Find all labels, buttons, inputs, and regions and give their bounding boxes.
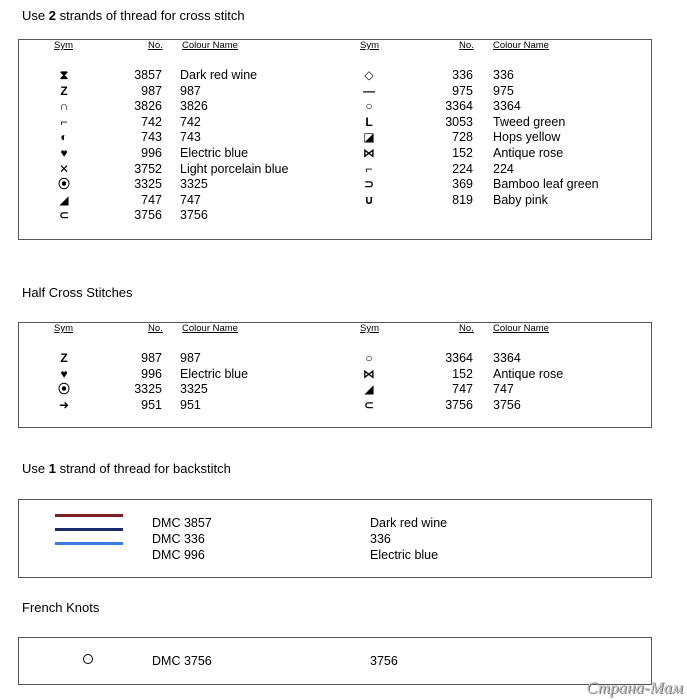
table-row	[19, 98, 649, 114]
dmc-number: 951	[141, 397, 162, 412]
colour-name: Light porcelain blue	[180, 161, 289, 176]
dmc-number: 987	[141, 351, 162, 365]
colour-name: 3325	[180, 382, 208, 397]
dmc-number: 975	[452, 83, 473, 98]
stitch-symbol-icon: Z	[60, 351, 68, 365]
table-row	[19, 161, 649, 177]
colour-name: 747	[493, 382, 514, 397]
stitch-symbol-icon: ⦿	[57, 177, 70, 192]
half-cross-heading: Half Cross Stitches	[22, 285, 133, 300]
table-row	[19, 129, 649, 145]
colour-name: Bamboo leaf green	[493, 177, 599, 192]
backstitch-key-table	[18, 499, 652, 578]
stitch-symbol-icon: ◐	[60, 130, 68, 145]
colour-name: 951	[180, 397, 201, 412]
dmc-code: DMC 3756	[152, 654, 212, 668]
colour-name: 743	[180, 130, 201, 145]
stitch-symbol-icon: ○	[365, 351, 373, 365]
table-row	[19, 114, 649, 130]
dmc-number: 152	[452, 366, 473, 381]
stitch-symbol-icon: ✕	[58, 161, 70, 176]
dmc-number: 996	[141, 366, 162, 381]
dmc-number: 3752	[134, 161, 162, 176]
backstitch-heading: Use 1 strand of thread for backstitch	[22, 461, 231, 476]
colour-name: Hops yellow	[493, 130, 561, 145]
dmc-number: 747	[141, 192, 162, 207]
backstitch-line-swatch	[55, 542, 123, 545]
dmc-number: 3756	[445, 397, 473, 412]
dmc-number: 3364	[445, 99, 473, 114]
table-row	[19, 145, 649, 161]
stitch-symbol-icon: ⌐	[365, 161, 373, 176]
table-row	[19, 83, 649, 99]
dmc-number: 996	[141, 146, 162, 160]
dmc-number: 743	[141, 130, 162, 145]
col-header-sym: Sym	[360, 40, 379, 51]
dmc-number: 747	[452, 382, 473, 397]
french-knots-key-table	[18, 637, 652, 685]
colour-name: Dark red wine	[180, 68, 258, 82]
col-header-sym: Sym	[54, 323, 73, 334]
colour-name: 3826	[180, 99, 208, 114]
col-header-colour-name: Colour Name	[493, 323, 549, 334]
col-header-no: No.	[459, 40, 474, 51]
stitch-symbol-icon: ♥	[60, 366, 68, 381]
cross-stitch-key-table	[18, 39, 652, 240]
colour-name: 3364	[493, 351, 521, 365]
stitch-symbol-icon: —	[363, 83, 375, 98]
dmc-number: 742	[141, 114, 162, 129]
stitch-symbol-icon: ⊂	[363, 397, 375, 412]
colour-name: 3756	[370, 654, 398, 668]
dmc-number: 3053	[445, 114, 473, 129]
stitch-symbol-icon: ⋈	[363, 146, 375, 160]
circle-icon	[83, 654, 93, 664]
dmc-number: 224	[452, 161, 473, 176]
col-header-sym: Sym	[360, 323, 379, 334]
dmc-number: 152	[452, 146, 473, 160]
stitch-symbol-icon: ∪	[364, 192, 374, 207]
stitch-symbol-icon: ◇	[364, 68, 374, 82]
colour-name: 742	[180, 114, 201, 129]
table-row	[19, 397, 649, 413]
colour-name: 987	[180, 83, 201, 98]
colour-name: 224	[493, 161, 514, 176]
col-header-no: No.	[148, 323, 163, 334]
dmc-number: 369	[452, 177, 473, 192]
stitch-symbol-icon: ◪	[363, 130, 375, 145]
stitch-symbol-icon: ∩	[59, 99, 69, 114]
dmc-number: 3857	[134, 68, 162, 82]
colour-name: 3756	[493, 397, 521, 412]
dmc-number: 3325	[134, 177, 162, 192]
stitch-symbol-icon: ◢	[59, 192, 69, 207]
colour-name: 336	[370, 531, 391, 546]
colour-name: Tweed green	[493, 114, 566, 129]
col-header-sym: Sym	[54, 40, 73, 51]
stitch-symbol-icon: ♥	[60, 146, 68, 160]
french-knots-heading: French Knots	[22, 600, 100, 615]
table-row	[19, 366, 649, 382]
colour-name: 3364	[493, 99, 521, 114]
colour-name: Antique rose	[493, 146, 564, 160]
colour-name: Electric blue	[370, 547, 439, 562]
dmc-number: 336	[452, 68, 473, 82]
table-row	[19, 381, 649, 397]
stitch-symbol-icon: ○	[365, 99, 373, 114]
colour-name: 3325	[180, 177, 208, 192]
dmc-number: 3364	[445, 351, 473, 365]
dmc-number: 819	[452, 192, 473, 207]
colour-name: 3756	[180, 208, 208, 223]
col-header-no: No.	[459, 323, 474, 334]
table-row	[19, 67, 649, 83]
stitch-symbol-icon: ⊂	[58, 208, 70, 223]
dmc-number: 987	[141, 83, 162, 98]
colour-name: 975	[493, 83, 514, 98]
table-row	[19, 192, 649, 208]
cross-stitch-heading: Use 2 strands of thread for cross stitch	[22, 8, 245, 23]
colour-name: Electric blue	[180, 146, 249, 160]
dmc-number: 3826	[134, 99, 162, 114]
colour-name: 336	[493, 68, 514, 82]
stitch-symbol-icon: ◢	[364, 382, 374, 397]
dmc-number: 3756	[134, 208, 162, 223]
colour-name: 987	[180, 351, 201, 365]
stitch-symbol-icon: ⧗	[59, 68, 69, 82]
watermark: Страна-Мам	[586, 678, 683, 697]
stitch-symbol-icon: ⦿	[57, 382, 70, 397]
colour-name: 747	[180, 192, 201, 207]
col-header-colour-name: Colour Name	[182, 323, 238, 334]
dmc-code: DMC 3857	[152, 516, 212, 530]
stitch-symbol-icon: ➜	[58, 397, 70, 412]
colour-name: Dark red wine	[370, 516, 448, 530]
table-row	[19, 176, 649, 192]
colour-name: Baby pink	[493, 192, 548, 207]
dmc-code: DMC 336	[152, 531, 205, 546]
half-cross-key-table	[18, 322, 652, 428]
stitch-symbol-icon: Z	[60, 83, 68, 98]
dmc-code: DMC 996	[152, 547, 205, 562]
col-header-colour-name: Colour Name	[182, 40, 238, 51]
colour-name: Antique rose	[493, 366, 564, 381]
colour-name: Electric blue	[180, 366, 249, 381]
stitch-symbol-icon: L	[365, 114, 373, 129]
backstitch-line-swatch	[55, 528, 123, 531]
dmc-number: 728	[452, 130, 473, 145]
backstitch-line-swatch	[55, 514, 123, 517]
stitch-symbol-icon: ⋈	[363, 366, 375, 381]
dmc-number: 3325	[134, 382, 162, 397]
table-row	[19, 350, 649, 366]
col-header-no: No.	[148, 40, 163, 51]
stitch-symbol-icon: ⊃	[363, 177, 375, 192]
col-header-colour-name: Colour Name	[493, 40, 549, 51]
stitch-symbol-icon: ⌐	[60, 114, 68, 129]
table-row	[19, 207, 649, 223]
